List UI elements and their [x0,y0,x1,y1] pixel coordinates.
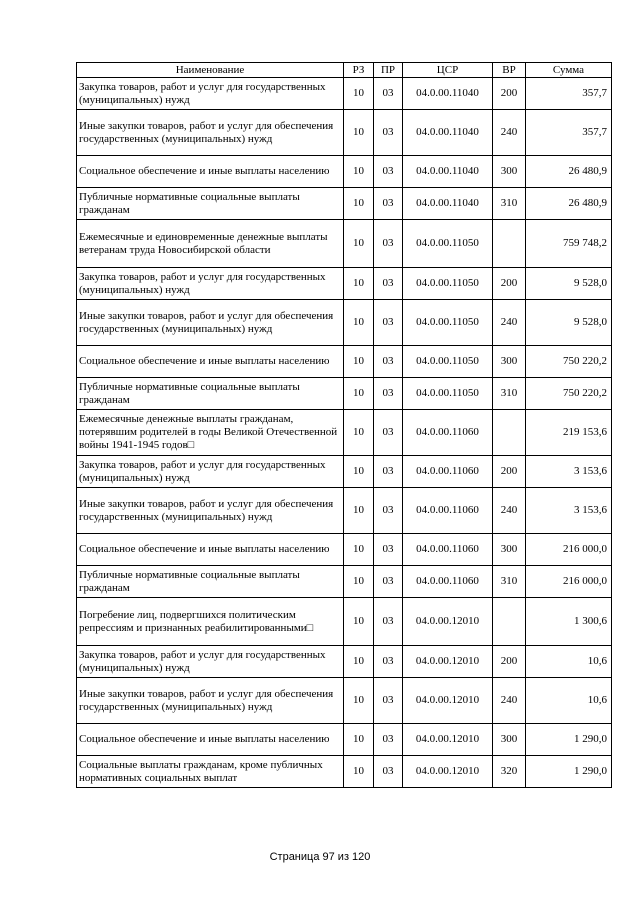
table-row [77,598,612,646]
cell-pr: 03 [374,188,403,220]
table-row [77,410,612,456]
cell-rz: 10 [344,534,374,566]
table-row [77,78,612,110]
table-row [77,756,612,788]
cell-csr: 04.0.00.11060 [403,566,493,598]
table-row [77,678,612,724]
table-row [77,566,612,598]
cell-sum: 10,6 [526,678,612,724]
cell-sum: 9 528,0 [526,268,612,300]
cell-pr: 03 [374,678,403,724]
cell-pr: 03 [374,756,403,788]
cell-name: Социальные выплаты гражданам, кроме публичных нормативных социальных выплат [77,756,344,788]
cell-rz: 10 [344,378,374,410]
cell-csr: 04.0.00.11040 [403,78,493,110]
cell-csr: 04.0.00.11060 [403,488,493,534]
cell-name: Публичные нормативные социальные выплаты гражданам [77,378,344,410]
cell-vr: 240 [493,488,526,534]
cell-rz: 10 [344,78,374,110]
cell-pr: 03 [374,724,403,756]
table-row [77,300,612,346]
header-rz: РЗ [344,63,374,78]
cell-csr: 04.0.00.12010 [403,646,493,678]
cell-csr: 04.0.00.12010 [403,598,493,646]
cell-rz: 10 [344,566,374,598]
cell-rz: 10 [344,724,374,756]
cell-vr: 310 [493,566,526,598]
cell-name: Социальное обеспечение и иные выплаты населению [77,156,344,188]
cell-vr: 300 [493,534,526,566]
cell-name: Публичные нормативные социальные выплаты гражданам [77,566,344,598]
header-csr: ЦСР [403,63,493,78]
cell-name: Социальное обеспечение и иные выплаты населению [77,534,344,566]
cell-vr: 320 [493,756,526,788]
cell-name: Ежемесячные и единовременные денежные выплаты ветеранам труда Новосибирской области [77,220,344,268]
cell-rz: 10 [344,268,374,300]
cell-sum: 750 220,2 [526,378,612,410]
header-vr: ВР [493,63,526,78]
cell-pr: 03 [374,300,403,346]
cell-pr: 03 [374,78,403,110]
cell-rz: 10 [344,156,374,188]
cell-pr: 03 [374,110,403,156]
page-number-footer: Страница 97 из 120 [269,851,371,863]
cell-pr: 03 [374,346,403,378]
cell-vr [493,220,526,268]
header-pr: ПР [374,63,403,78]
cell-sum: 9 528,0 [526,300,612,346]
cell-pr: 03 [374,220,403,268]
cell-vr: 200 [493,646,526,678]
cell-vr: 310 [493,378,526,410]
cell-rz: 10 [344,756,374,788]
cell-rz: 10 [344,646,374,678]
table-row [77,724,612,756]
cell-name: Закупка товаров, работ и услуг для государственных (муниципальных) нужд [77,268,344,300]
cell-csr: 04.0.00.11060 [403,534,493,566]
cell-pr: 03 [374,488,403,534]
cell-pr: 03 [374,456,403,488]
cell-sum: 219 153,6 [526,410,612,456]
table-row [77,188,612,220]
cell-csr: 04.0.00.12010 [403,724,493,756]
cell-sum: 1 290,0 [526,724,612,756]
cell-rz: 10 [344,410,374,456]
cell-name: Публичные нормативные социальные выплаты гражданам [77,188,344,220]
cell-sum: 3 153,6 [526,488,612,534]
budget-table [76,62,612,788]
cell-vr: 310 [493,188,526,220]
cell-rz: 10 [344,488,374,534]
cell-pr: 03 [374,410,403,456]
cell-sum: 759 748,2 [526,220,612,268]
table-row [77,110,612,156]
cell-rz: 10 [344,346,374,378]
table-row [77,220,612,268]
header-sum: Сумма [526,63,612,78]
cell-rz: 10 [344,110,374,156]
cell-vr: 300 [493,346,526,378]
cell-csr: 04.0.00.11050 [403,378,493,410]
cell-sum: 1 290,0 [526,756,612,788]
cell-pr: 03 [374,156,403,188]
cell-csr: 04.0.00.11040 [403,110,493,156]
cell-name: Погребение лиц, подвергшихся политическим репрессиям и признанных реабилитированными□ [77,598,344,646]
cell-sum: 357,7 [526,110,612,156]
cell-name: Иные закупки товаров, работ и услуг для обеспечения государственных (муниципальных) нужд [77,488,344,534]
cell-sum: 216 000,0 [526,534,612,566]
table-row [77,488,612,534]
cell-name: Закупка товаров, работ и услуг для государственных (муниципальных) нужд [77,78,344,110]
cell-sum: 216 000,0 [526,566,612,598]
cell-rz: 10 [344,456,374,488]
cell-sum: 26 480,9 [526,188,612,220]
cell-name: Иные закупки товаров, работ и услуг для обеспечения государственных (муниципальных) нужд [77,678,344,724]
cell-sum: 357,7 [526,78,612,110]
cell-name: Закупка товаров, работ и услуг для государственных (муниципальных) нужд [77,646,344,678]
cell-csr: 04.0.00.11060 [403,456,493,488]
cell-pr: 03 [374,646,403,678]
cell-name: Закупка товаров, работ и услуг для государственных (муниципальных) нужд [77,456,344,488]
cell-pr: 03 [374,598,403,646]
cell-csr: 04.0.00.11040 [403,188,493,220]
cell-rz: 10 [344,300,374,346]
cell-csr: 04.0.00.12010 [403,756,493,788]
cell-vr: 200 [493,456,526,488]
cell-vr [493,410,526,456]
cell-sum: 3 153,6 [526,456,612,488]
table-row [77,378,612,410]
cell-vr: 240 [493,300,526,346]
cell-name: Ежемесячные денежные выплаты гражданам, потерявшим родителей в годы Великой Отечественной войны 1941-1945 годов□ [77,410,344,456]
table-row [77,646,612,678]
cell-pr: 03 [374,534,403,566]
cell-vr [493,598,526,646]
cell-vr: 200 [493,268,526,300]
cell-vr: 240 [493,110,526,156]
table-row [77,534,612,566]
cell-vr: 300 [493,724,526,756]
cell-name: Социальное обеспечение и иные выплаты населению [77,346,344,378]
cell-csr: 04.0.00.12010 [403,678,493,724]
table-row [77,456,612,488]
cell-rz: 10 [344,220,374,268]
cell-rz: 10 [344,678,374,724]
cell-name: Социальное обеспечение и иные выплаты населению [77,724,344,756]
cell-rz: 10 [344,188,374,220]
cell-pr: 03 [374,566,403,598]
cell-sum: 10,6 [526,646,612,678]
cell-pr: 03 [374,268,403,300]
cell-sum: 1 300,6 [526,598,612,646]
cell-vr: 200 [493,78,526,110]
cell-sum: 750 220,2 [526,346,612,378]
cell-sum: 26 480,9 [526,156,612,188]
table-row [77,156,612,188]
cell-csr: 04.0.00.11050 [403,220,493,268]
cell-vr: 300 [493,156,526,188]
cell-csr: 04.0.00.11040 [403,156,493,188]
header-name: Наименование [77,63,344,78]
table-row [77,268,612,300]
cell-csr: 04.0.00.11060 [403,410,493,456]
cell-pr: 03 [374,378,403,410]
cell-csr: 04.0.00.11050 [403,268,493,300]
cell-csr: 04.0.00.11050 [403,346,493,378]
cell-vr: 240 [493,678,526,724]
cell-name: Иные закупки товаров, работ и услуг для обеспечения государственных (муниципальных) нужд [77,110,344,156]
cell-rz: 10 [344,598,374,646]
cell-csr: 04.0.00.11050 [403,300,493,346]
cell-name: Иные закупки товаров, работ и услуг для обеспечения государственных (муниципальных) нужд [77,300,344,346]
table-row [77,346,612,378]
table-header-row [77,63,612,78]
